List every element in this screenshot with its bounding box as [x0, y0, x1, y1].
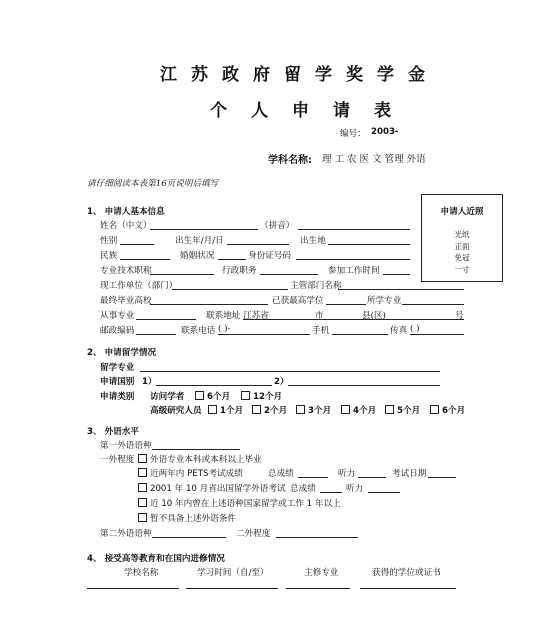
birthdate-field[interactable]: [227, 244, 289, 245]
authority-label: 主管部门名称: [290, 281, 342, 291]
pets-total-label: 总成绩: [268, 469, 294, 479]
discipline-label: 学科名称:: [268, 155, 312, 166]
ethnicity-label: 民族: [100, 251, 118, 261]
checkbox[interactable]: [241, 391, 250, 400]
number-label: 编号：: [340, 129, 366, 139]
address-label: 联系地址: [206, 311, 241, 321]
study-major-field[interactable]: [140, 371, 440, 372]
checkbox[interactable]: [208, 405, 217, 414]
checkbox[interactable]: [341, 405, 350, 414]
postcode-field[interactable]: [136, 334, 176, 335]
degree-field[interactable]: [326, 304, 366, 305]
level-opt-1[interactable]: 外语专业本科或本科以上毕业: [138, 453, 262, 465]
senior-2m[interactable]: 2个月: [252, 404, 287, 416]
marital-label: 婚姻状况: [180, 251, 215, 261]
start-work-label: 参加工作时间: [328, 266, 380, 276]
instruction: 请仔细阅读本表第16页说明后填写: [87, 179, 219, 189]
country-2-field[interactable]: [288, 385, 440, 386]
s1-heading: 1、 申请人基本信息: [87, 207, 165, 217]
start-work-field[interactable]: [383, 274, 410, 275]
marital-field[interactable]: [218, 259, 246, 260]
pets-total-field[interactable]: [298, 477, 328, 478]
senior-4m[interactable]: 4个月: [341, 404, 376, 416]
unit-label: 现工作单位（部门）: [100, 281, 178, 291]
checkbox[interactable]: [138, 513, 147, 522]
mobile-label: 手机: [312, 326, 330, 336]
prof-title-field[interactable]: [150, 274, 214, 275]
second-lang-label: 第二外语语种: [100, 529, 152, 539]
fax-field[interactable]: [410, 334, 464, 335]
level-opt-3[interactable]: 2001 年 10 月省出国留学外语考试: [138, 482, 286, 494]
phone-field[interactable]: [218, 334, 310, 335]
country-2-marker: 2）: [274, 377, 289, 387]
edu-row-degree[interactable]: [360, 588, 456, 589]
province-text: 江苏省: [243, 311, 269, 321]
country-label: 申请国别: [100, 377, 135, 387]
checkbox[interactable]: [138, 498, 147, 507]
visiting-12m[interactable]: 12个月: [241, 390, 282, 402]
prov-total-field[interactable]: [320, 492, 342, 493]
level-label: 一外程度: [100, 455, 135, 465]
col-period: 学习时间（自/至）: [197, 568, 269, 578]
level-opt-2[interactable]: 近两年内 PETS考试成绩: [138, 467, 243, 479]
admin-title-label: 行政职务: [222, 266, 257, 276]
prov-total-label: 总成绩: [290, 484, 316, 494]
checkbox[interactable]: [385, 405, 394, 414]
major-field[interactable]: [136, 319, 196, 320]
level-opt-4[interactable]: 近 10 年内曾在上述语种国家留学或工作 1 年以上: [138, 497, 341, 509]
fax-label: 传真: [390, 326, 408, 336]
birthplace-label: 出生地: [300, 236, 326, 246]
country-1-marker: 1）: [142, 377, 157, 387]
edu-row-major[interactable]: [286, 588, 350, 589]
s4-heading: 4、 接受高等教育和在国内进修情况: [87, 554, 225, 564]
school-field[interactable]: [150, 304, 268, 305]
id-label: 身份证号码: [248, 251, 291, 261]
second-lang-field[interactable]: [152, 537, 226, 538]
checkbox[interactable]: [195, 391, 204, 400]
degree-label: 已获最高学位: [272, 296, 324, 306]
form-title: 江苏政府留学奖学金: [160, 65, 439, 85]
address-field[interactable]: [243, 319, 464, 320]
form-subtitle: 个人申请表: [210, 101, 415, 121]
checkbox[interactable]: [430, 405, 439, 414]
country-1-field[interactable]: [156, 385, 272, 386]
prof-title-label: 专业技术职称: [100, 266, 152, 276]
pets-listen-field[interactable]: [358, 477, 386, 478]
photo-title: 申请人近照: [440, 207, 484, 217]
school-label: 最终毕业高校: [100, 296, 152, 306]
senior-5m[interactable]: 5个月: [385, 404, 420, 416]
checkbox[interactable]: [138, 454, 147, 463]
gender-field[interactable]: [120, 244, 154, 245]
school-major-field[interactable]: [402, 304, 464, 305]
type-label: 申请类别: [100, 392, 135, 402]
col-degree: 获得的学位或证书: [372, 568, 441, 578]
mobile-field[interactable]: [332, 334, 388, 335]
prov-listen-field[interactable]: [368, 492, 400, 493]
checkbox[interactable]: [296, 405, 305, 414]
birthdate-label: 出生年/月/日: [175, 236, 224, 246]
pets-listen-label: 听力: [338, 469, 356, 479]
number-value: 2003-: [371, 127, 399, 137]
pinyin-field[interactable]: [298, 229, 410, 230]
fax-paren: ( ): [410, 324, 420, 334]
visiting-6m[interactable]: 6个月: [195, 390, 230, 402]
senior-label: 高级研究人员: [150, 406, 202, 416]
gender-label: 性别: [100, 236, 118, 246]
name-label: 姓名（中文）: [100, 221, 152, 231]
school-major-label: 所学专业: [367, 296, 402, 306]
ethnicity-field[interactable]: [120, 259, 170, 260]
edu-row-period[interactable]: [186, 588, 278, 589]
senior-1m[interactable]: 1个月: [208, 404, 243, 416]
checkbox[interactable]: [252, 405, 261, 414]
study-major-label: 留学专业: [100, 363, 135, 373]
edu-row-school[interactable]: [87, 588, 179, 589]
phone-paren: ( )-: [218, 324, 231, 334]
pets-date-field[interactable]: [428, 477, 456, 478]
prov-listen-label: 听力: [346, 484, 364, 494]
unit-field[interactable]: [172, 289, 288, 290]
id-field[interactable]: [296, 259, 410, 260]
photo-box[interactable]: [421, 194, 503, 282]
second-level-label: 二外程度: [236, 529, 271, 539]
pets-date-label: 考试日期: [392, 469, 427, 479]
name-field[interactable]: [150, 229, 258, 230]
birthplace-field[interactable]: [328, 244, 410, 245]
checkbox[interactable]: [138, 468, 147, 477]
senior-3m[interactable]: 3个月: [296, 404, 331, 416]
first-lang-field[interactable]: [152, 449, 240, 450]
admin-title-field[interactable]: [260, 274, 318, 275]
col-school: 学校名称: [124, 568, 159, 578]
visiting-label: 访问学者: [150, 392, 185, 402]
second-level-field[interactable]: [276, 537, 358, 538]
major-label: 从事专业: [100, 311, 135, 321]
level-opt-5[interactable]: 暂不具备上述外语条件: [138, 512, 236, 524]
s2-heading: 2、 申请留学情况: [87, 348, 157, 358]
county-text: 县(区): [362, 311, 386, 321]
phone-label: 联系电话: [181, 326, 216, 336]
checkbox[interactable]: [138, 483, 147, 492]
discipline-value: 理 工 农 医 文 管理 外语: [322, 154, 426, 165]
city-text: 市: [315, 311, 324, 321]
postcode-label: 邮政编码: [100, 326, 135, 336]
s3-heading: 3、 外语水平: [87, 427, 139, 437]
num-text: 号: [455, 311, 464, 321]
first-lang-label: 第一外语语种: [100, 441, 152, 451]
senior-6m[interactable]: 6个月: [430, 404, 465, 416]
pinyin-label: （拼音）: [260, 221, 295, 231]
col-major: 主修专业: [304, 568, 339, 578]
photo-note: 光纸 正面 免冠 一寸: [454, 230, 470, 274]
authority-field[interactable]: [338, 289, 464, 290]
